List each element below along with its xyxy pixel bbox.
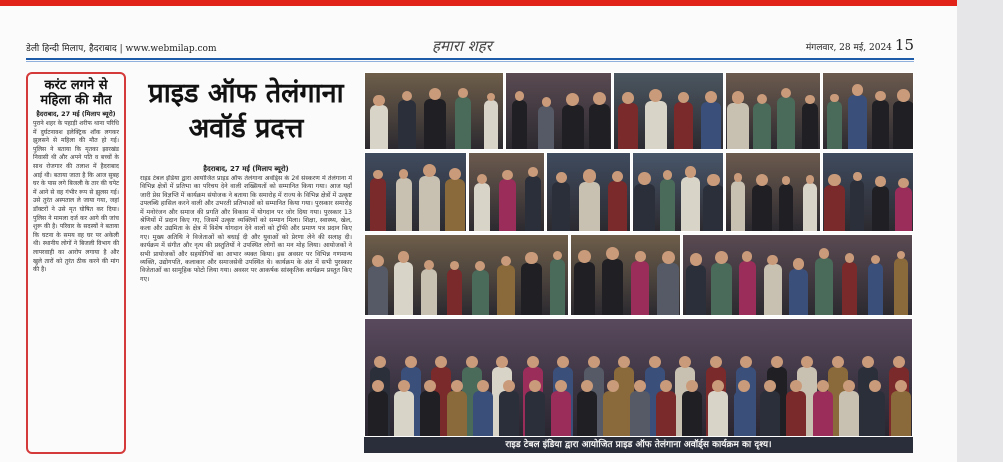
person-head (686, 380, 698, 392)
award-photo (364, 72, 504, 150)
group-photo (364, 318, 913, 437)
person-figure (752, 185, 773, 231)
person-figure (521, 263, 542, 315)
award-photo (468, 152, 545, 232)
award-photo (682, 234, 913, 316)
person-head (372, 255, 384, 267)
person-figure (474, 183, 491, 231)
person-head (805, 95, 814, 104)
person-figure (682, 391, 702, 436)
person-head (819, 248, 830, 259)
award-photo (546, 152, 631, 232)
award-photo (725, 72, 821, 150)
person-head (466, 356, 478, 368)
person-head (542, 97, 551, 106)
person-figure (891, 391, 911, 436)
person-head (634, 380, 646, 392)
person-head (734, 173, 743, 182)
person-figure (579, 182, 601, 231)
person-head (853, 172, 861, 180)
person-head (477, 380, 489, 392)
person-head (528, 167, 538, 177)
person-figure (630, 391, 650, 436)
person-head (712, 380, 724, 392)
person-figure (447, 391, 467, 436)
person-figure (660, 179, 675, 231)
person-figure (552, 182, 571, 231)
sidebar-story-dateline: हैदराबाद, 27 मई (मिलाप ब्यूरो) (36, 110, 116, 118)
person-head (660, 380, 672, 392)
person-head (477, 174, 487, 184)
person-figure (370, 178, 386, 231)
person-figure (499, 179, 516, 231)
person-figure (803, 183, 818, 231)
person-figure (398, 100, 416, 149)
main-story-body: राइड टेबल इंडिया द्वारा आयोजित प्राइड ऑफ तेलंगाना अवॉर्ड्स के 2वें संस्करण में तेलंगाना में विभिन्न क्षेत्रों में प्रतिभा का परिचय देने वाली शख्सियतों को सम्मानित किया गया। आज यहाँ जारी प्रेस विज्ञप्ति में कार्यक्रम संयोजक ने बताया कि समारोह में राज्य के विभिन्न क्षेत्रों में उत्कृष्ट उपलब्धि हासिल करने वाली और उभरती प्रतिभाओं को सम्मानित किया गया। पुरस्कार समारोह में मनोरंजन और समाज की प्रगति और विकास में योगदान पर जोर दिया गया। पुरस्कार 13 श्रेणियों में प्रदान किए गए, जिसमें उत्कृष्ट व्यक्तियों को सम्मान मिला। शिक्षा, स्वास्थ्य, खेल, कला और उद्यमिता के क्षेत्र में विशेष योगदान देने वालों को ट्रॉफी और प्रमाण पत्र प्रदान किए गए। मुख्य अतिथि ने विजेताओं को बधाई दी और युवाओं को प्रेरणा लेने की सलाह दी। कार्यक्रम में संगीत और नृत्य की प्रस्तुतियों ने उपस्थित लोगों का मन मोह लिया। आयोजकों ने सभी प्रायोजकों और सहयोगियों का आभार व्यक्त किया। इस अवसर पर विभिन्न गणमान्य व्यक्ति, उद्योगपति, कलाकार और समाजसेवी उपस्थित थे। कार्यक्रम के अंत में सभी पुरस्कार विजेताओं का सामूहिक फोटो लिया गया। अवसर पर आकर्षक सांस्कृतिक कार्यक्रम प्रस्तुत किए गए। (140, 175, 352, 283)
person-figure (484, 100, 499, 149)
person-figure (525, 391, 545, 436)
person-figure (686, 265, 707, 316)
person-figure (550, 259, 565, 315)
sidebar-story (26, 72, 126, 454)
person-figure (538, 106, 553, 149)
person-figure (551, 391, 571, 436)
person-head (845, 253, 854, 262)
photo-caption: राइड टेबल इंडिया द्वारा आयोजित प्राइड ऑफ तेलंगाना अवॉर्ड्स कार्यक्रम का दृश्य। (364, 437, 913, 453)
person-head (852, 84, 864, 96)
person-figure (368, 391, 388, 436)
person-figure (589, 104, 611, 149)
person-figure (734, 391, 754, 436)
person-head (707, 174, 719, 186)
person-figure (872, 186, 889, 231)
person-figure (764, 264, 782, 315)
person-head (638, 172, 651, 185)
person-head (451, 380, 463, 392)
person-figure (603, 391, 623, 436)
masthead (26, 36, 914, 56)
award-photo (822, 72, 914, 150)
award-photo (570, 234, 681, 316)
person-figure (394, 391, 414, 436)
person-figure (645, 101, 667, 149)
person-figure (842, 262, 857, 315)
person-figure (419, 176, 441, 231)
person-head (555, 380, 567, 392)
award-photo (364, 152, 467, 232)
person-figure (895, 187, 912, 231)
viewer-gutter[interactable] (957, 0, 1003, 462)
person-head (869, 380, 881, 392)
person-figure (827, 101, 841, 149)
person-figure (739, 261, 756, 315)
person-head (830, 94, 839, 103)
person-head (373, 170, 383, 180)
person-head (782, 176, 791, 185)
person-figure (631, 261, 649, 315)
sidebar-story-title: करंट लगने से महिला की मौत (40, 78, 112, 108)
person-figure (370, 105, 388, 149)
person-figure (848, 95, 867, 149)
page-number: 15 (894, 36, 914, 54)
person-figure (727, 103, 748, 149)
person-figure (760, 391, 780, 436)
person-head (895, 380, 907, 392)
person-head (373, 95, 384, 106)
person-figure (577, 391, 597, 436)
person-head (588, 356, 600, 368)
main-headline: प्राइड ऑफ तेलंगाना अवॉर्ड प्रदत्त (148, 78, 344, 144)
person-head (515, 91, 524, 100)
person-head (843, 380, 855, 392)
person-head (649, 356, 661, 368)
person-figure (779, 184, 793, 231)
person-figure (445, 179, 465, 231)
award-photo (613, 72, 724, 150)
person-figure (777, 97, 794, 149)
masthead-rule-thin (26, 61, 914, 62)
person-figure (786, 391, 806, 436)
person-head (649, 89, 662, 102)
person-head (817, 380, 829, 392)
person-head (893, 356, 905, 368)
person-figure (562, 105, 584, 149)
sidebar-story-body: पुराने शहर के पहाड़ी शरीफ थाना परिधि में दुर्घटनावश इलेक्ट्रिक शॉक लगकर झुलसने से महिला की मौत हो गई। पुलिस ने बताया कि मृतका झारखंड निवासी थी और अपने पति व बच्चों के साथ रोजगार की तलाश में हैदराबाद आई थी। बताया जाता है कि आज सुबह घर के पास लगे बिजली के तार की चपेट में आने से वह गंभीर रूप से झुलस गई। उसे तुरंत अस्पताल ले जाया गया, जहां डॉक्टरों ने उसे मृत घोषित कर दिया। पुलिस ने मामला दर्ज कर आगे की जांच शुरू की है। परिवार के सदस्यों ने बताया कि घटना के समय वह घर पर अकेली थी। स्थानीय लोगों ने बिजली विभाग की लापरवाही का आरोप लगाया है और खुले तारों को तुरंत ठीक करने की मांग की है। (33, 120, 119, 274)
person-figure (868, 263, 884, 315)
person-figure (701, 102, 721, 149)
person-head (581, 380, 593, 392)
person-figure (424, 99, 445, 149)
person-head (458, 88, 468, 98)
award-photo (725, 152, 821, 232)
person-head (875, 176, 885, 186)
person-figure (850, 180, 864, 231)
person-head (690, 253, 702, 265)
person-head (897, 89, 909, 101)
person-figure (753, 103, 771, 149)
person-head (710, 356, 722, 368)
person-figure (656, 391, 676, 436)
person-head (875, 91, 886, 102)
person-head (715, 251, 728, 264)
person-head (635, 251, 646, 262)
person-head (764, 380, 776, 392)
person-head (832, 356, 844, 368)
person-head (527, 356, 539, 368)
person-figure (893, 101, 914, 149)
person-figure (473, 391, 493, 436)
person-figure (455, 97, 471, 149)
person-figure (839, 391, 859, 436)
person-figure (789, 269, 809, 315)
person-figure (813, 391, 833, 436)
person-head (553, 251, 562, 260)
person-figure (396, 178, 412, 231)
person-figure (824, 185, 844, 231)
person-head (742, 251, 752, 261)
person-figure (634, 184, 655, 231)
person-figure (420, 391, 440, 436)
award-photo (364, 234, 569, 316)
person-head (593, 92, 606, 105)
person-head (583, 169, 596, 182)
person-figure (802, 103, 817, 149)
person-head (566, 93, 579, 106)
person-head (662, 251, 675, 264)
person-figure (674, 102, 692, 149)
person-figure (525, 176, 541, 231)
person-figure (657, 263, 678, 315)
masthead-section-title: हमारा शहर (432, 37, 492, 55)
person-head (529, 380, 541, 392)
main-story-dateline: हैदराबाद, 27 मई (मिलाप ब्यूरो) (203, 165, 289, 173)
person-figure (574, 262, 595, 315)
person-head (372, 380, 384, 392)
person-head (475, 261, 485, 271)
person-figure (872, 100, 890, 149)
person-head (502, 170, 512, 180)
person-head (771, 356, 783, 368)
award-photo (505, 72, 612, 150)
person-figure (499, 391, 519, 436)
person-figure (608, 181, 627, 231)
person-head (405, 356, 417, 368)
person-head (578, 250, 591, 263)
award-photo (632, 152, 724, 232)
person-head (556, 172, 567, 183)
person-head (663, 170, 672, 179)
person-figure (497, 265, 515, 315)
person-figure (681, 177, 700, 231)
person-head (898, 178, 908, 188)
person-head (828, 174, 840, 186)
person-figure (703, 185, 724, 231)
person-figure (512, 100, 527, 149)
person-head (424, 260, 434, 270)
person-figure (894, 258, 908, 315)
person-head (503, 380, 515, 392)
person-head (685, 166, 697, 178)
person-figure (708, 391, 728, 436)
person-head (398, 380, 410, 392)
person-head (622, 92, 634, 104)
person-figure (602, 259, 624, 315)
person-figure (472, 270, 488, 315)
person-head (423, 164, 436, 177)
person-figure (815, 258, 833, 315)
award-photo (822, 152, 914, 232)
masthead-rule (26, 58, 914, 60)
person-figure (421, 269, 438, 315)
person-figure (394, 262, 414, 315)
masthead-date (806, 36, 914, 54)
person-figure (447, 269, 462, 315)
person-figure (711, 263, 733, 315)
person-figure (368, 266, 388, 315)
masthead-publication: डेली हिन्दी मिलाप, हैदराबाद | www.webmilap.com (26, 44, 217, 54)
person-figure (865, 391, 885, 436)
person-figure (731, 181, 745, 231)
masthead-date-text: मंगलवार, 28 मई, 2024 (805, 43, 892, 53)
person-figure (618, 103, 637, 149)
person-head (806, 175, 815, 184)
person-head (738, 380, 750, 392)
